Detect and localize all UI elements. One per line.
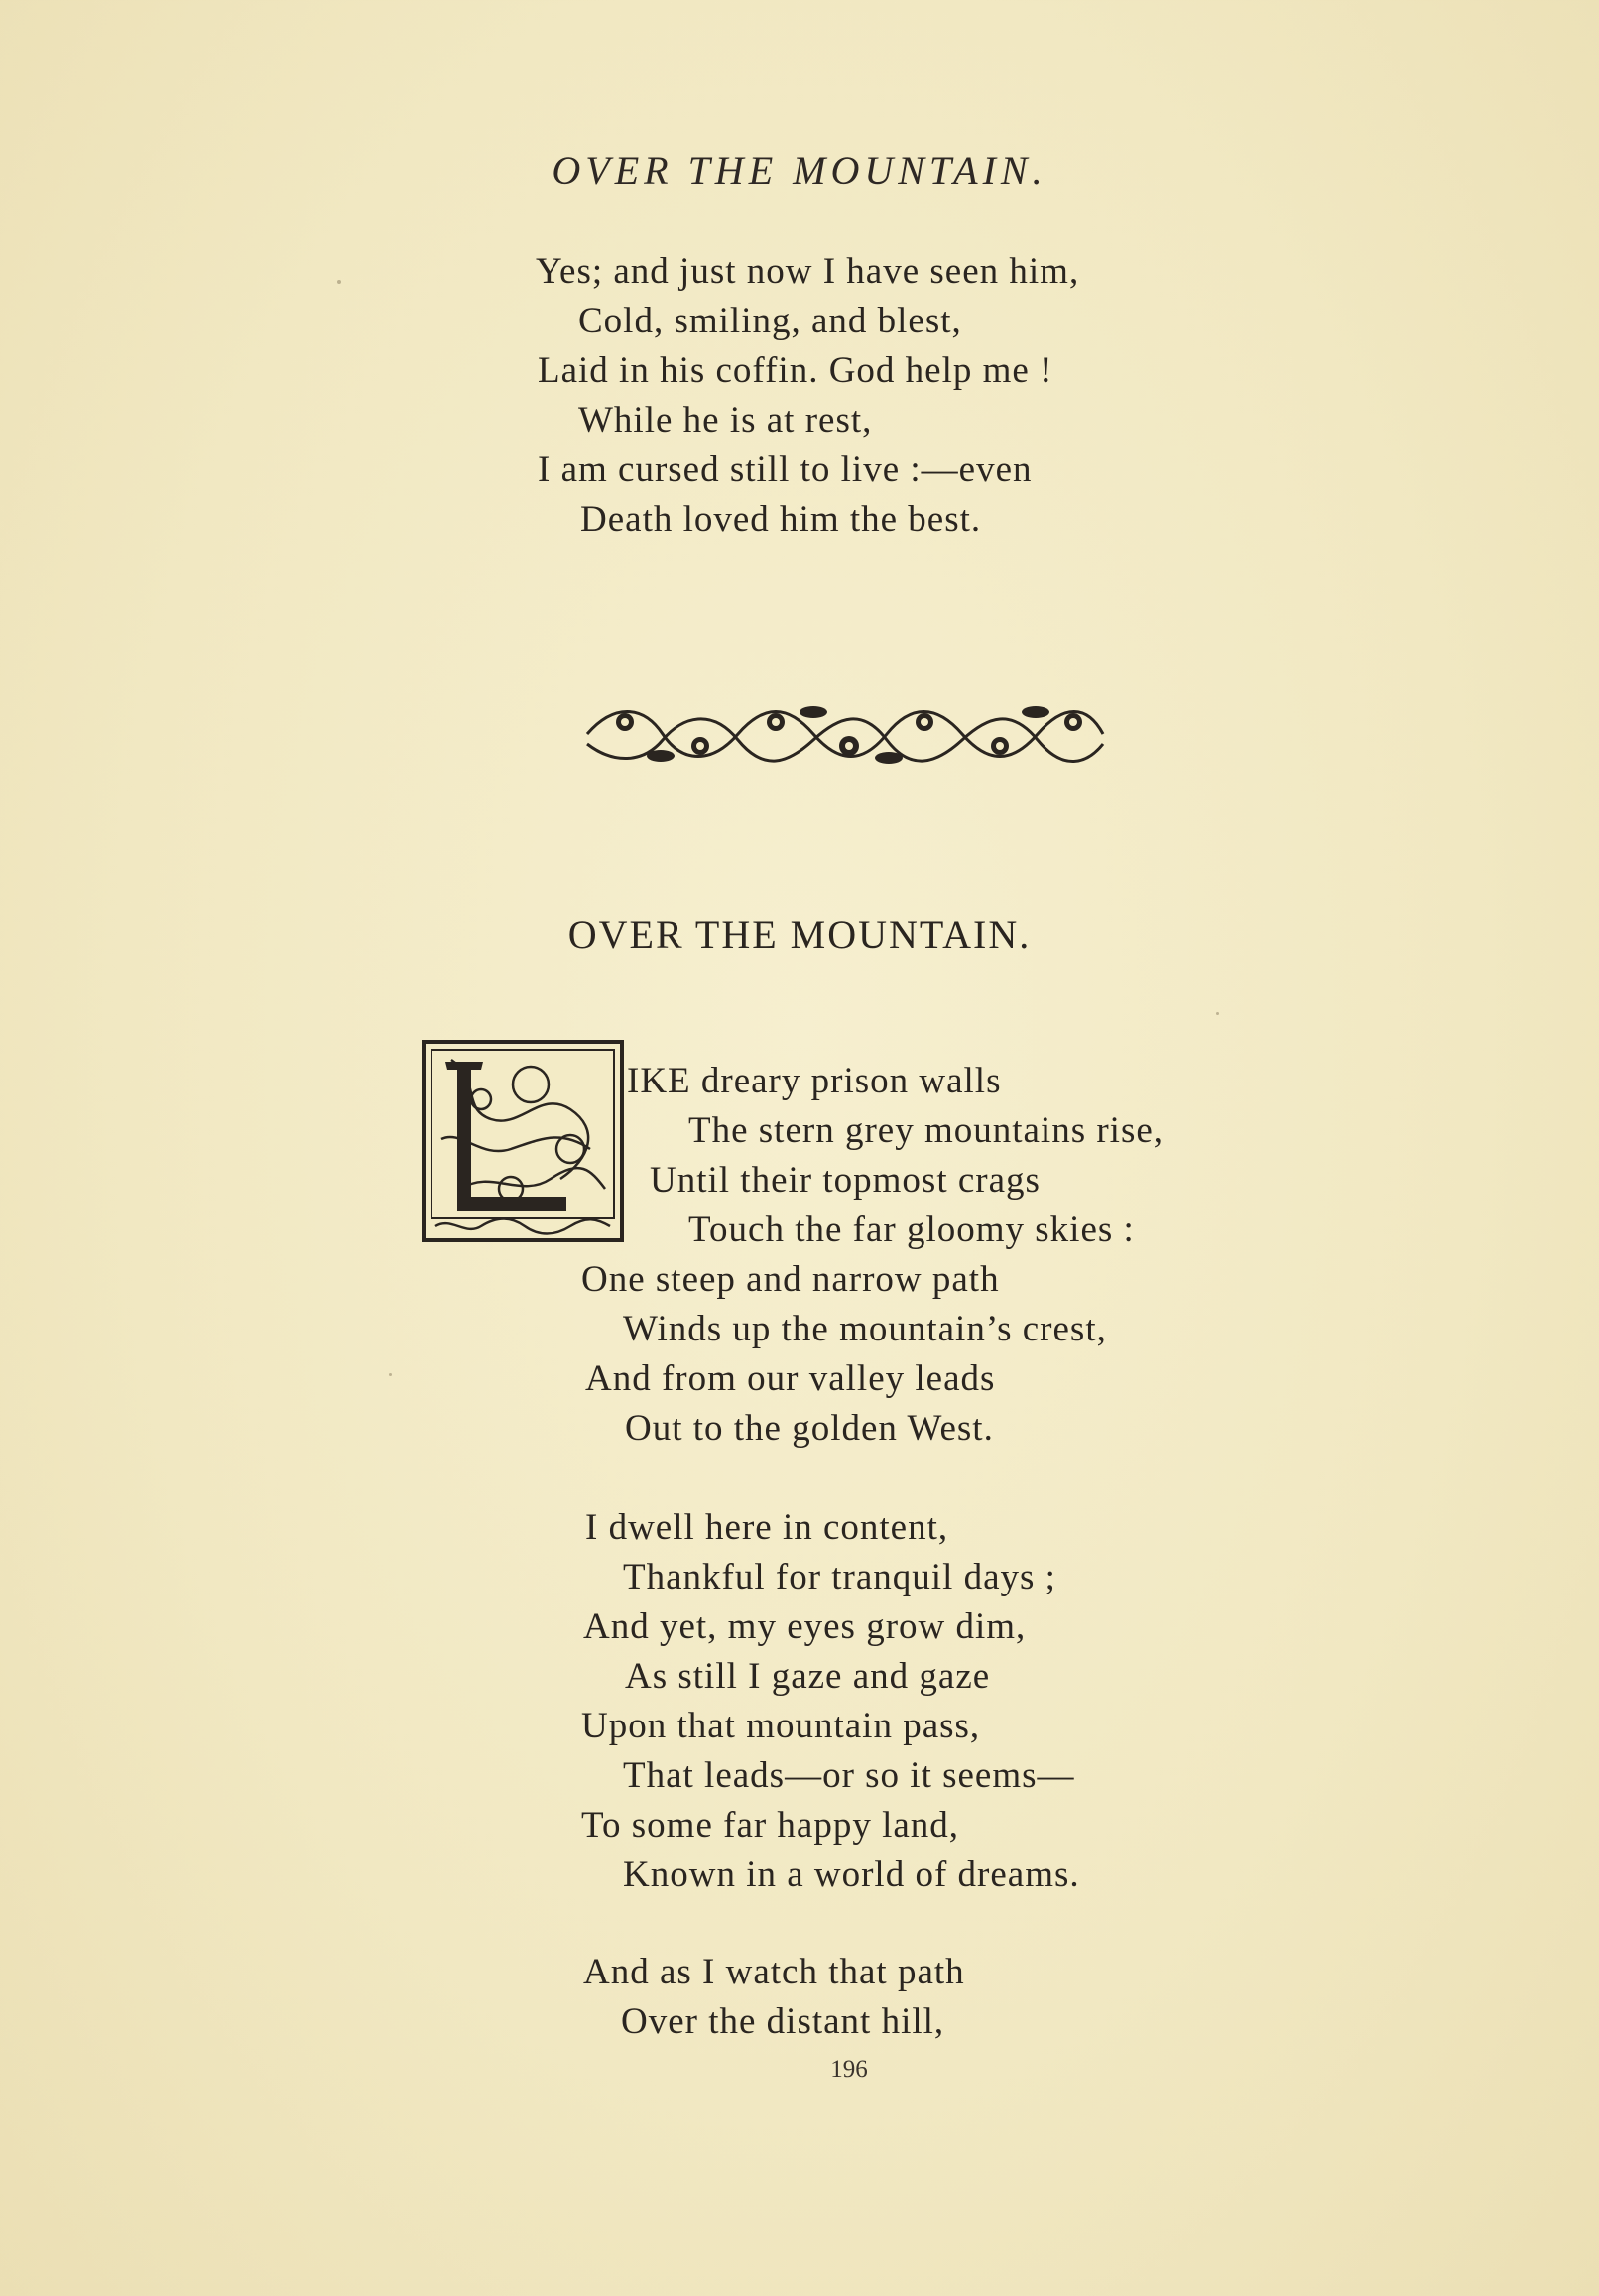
poem-line: While he is at rest, (578, 400, 873, 441)
poem-line: I am cursed still to live :—even (538, 449, 1033, 490)
poem-line: Upon that mountain pass, (581, 1706, 981, 1746)
paper-speck (389, 1373, 392, 1376)
poem-line: To some far happy land, (581, 1805, 960, 1846)
poem-line: Yes; and just now I have seen him, (536, 251, 1080, 292)
poem-line: Touch the far gloomy skies : (688, 1210, 1135, 1250)
poem-line: That leads—or so it seems— (623, 1755, 1075, 1796)
poem-line: Death loved him the best. (580, 499, 982, 540)
poem-line: Laid in his coffin. God help me ! (538, 350, 1053, 391)
drop-cap-illustration (422, 1040, 624, 1242)
poem-line: Cold, smiling, and blest, (578, 301, 962, 341)
poem-line: Until their topmost crags (650, 1160, 1041, 1201)
ornament-band (583, 701, 1107, 768)
poem-line: I dwell here in content, (585, 1507, 949, 1548)
poem-line: Known in a world of dreams. (623, 1854, 1080, 1895)
poem-line: IKE dreary prison walls (627, 1061, 1002, 1101)
poem-line: The stern grey mountains rise, (688, 1110, 1165, 1151)
poem-title: OVER THE MOUNTAIN. (567, 912, 1032, 957)
poem-line: Over the distant hill, (621, 2001, 945, 2042)
poem-line: Winds up the mountain’s crest, (623, 1309, 1107, 1349)
running-head: OVER THE MOUNTAIN. (552, 148, 1047, 192)
poem-line: Thankful for tranquil days ; (623, 1557, 1056, 1597)
poem-line: One steep and narrow path (581, 1259, 1000, 1300)
poem-line: As still I gaze and gaze (625, 1656, 991, 1697)
poem-line: Out to the golden West. (625, 1408, 994, 1449)
paper-speck (337, 280, 341, 284)
page-number: 196 (830, 2056, 868, 2083)
paper-speck (1216, 1012, 1219, 1015)
poem-line: And yet, my eyes grow dim, (583, 1606, 1027, 1647)
poem-line: And from our valley leads (585, 1358, 996, 1399)
poem-line: And as I watch that path (583, 1952, 965, 1992)
